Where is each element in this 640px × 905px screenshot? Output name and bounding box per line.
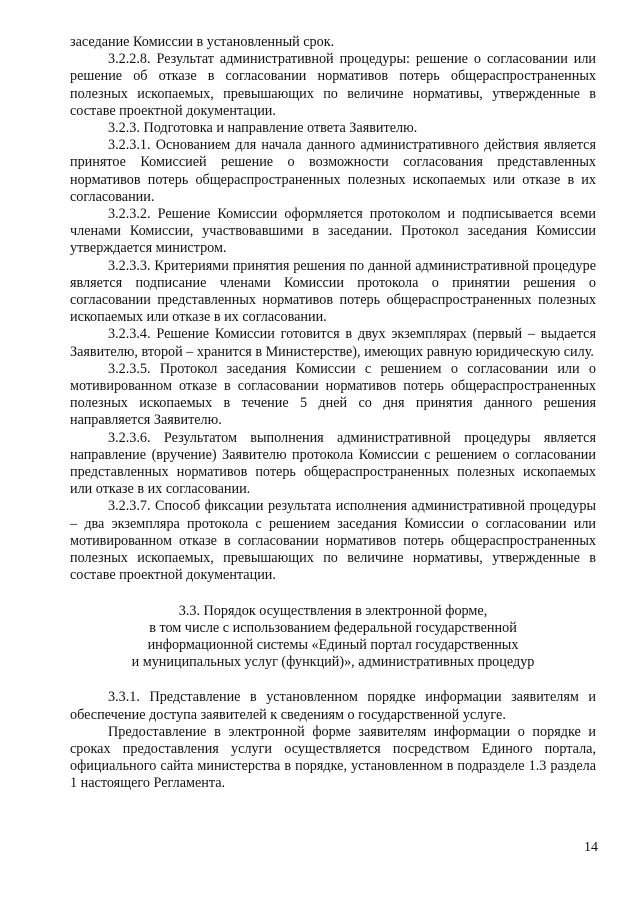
paragraph-continuation: заседание Комиссии в установленный срок. xyxy=(70,34,335,50)
paragraph-3-2-3-1: 3.2.3.1. Основанием для начала данного административного действия является принятое Комиссией решение о возможности согласования представленных нормативов потерь общераспространенных полезных ископаемых или отказе в их согласовании. xyxy=(70,137,596,205)
heading-line: 3.3. Порядок осуществления в электронной форме, xyxy=(178,602,488,619)
paragraph-3-2-3-2: 3.2.3.2. Решение Комиссии оформляется протоколом и подписывается всеми членами Комиссии, участвовавшими в заседании. Протокол заседания Комиссии утверждается министром. xyxy=(70,206,596,257)
paragraph-3-2-3-5: 3.2.3.5. Протокол заседания Комиссии с решением о согласовании или о мотивированном отказе в согласовании нормативов потерь общераспространенных полезных ископаемых в течение 5 дней со дня принятия данного решения направляется Заявителю. xyxy=(70,360,596,429)
paragraph-3-2-2-8: 3.2.2.8. Результат административной процедуры: решение о согласовании или решение об отказе в согласовании нормативов потерь общераспространенных полезных ископаемых, превышающих по величине нормативы, утвержденные в составе проектной документации. xyxy=(70,51,596,119)
heading-line: информационной системы «Единый портал государственных xyxy=(147,636,519,653)
paragraph-3-3-1: 3.3.1. Представление в установленном порядке информации заявителям и обеспечение доступа заявителей к сведениям о государственной услуге. xyxy=(70,689,596,723)
heading-line: в том числе с использованием федеральной государственной xyxy=(149,619,517,636)
paragraph-3-2-3-3: 3.2.3.3. Критериями принятия решения по данной административной процедуре является подписание членами Комиссии протокола о принятии решения о согласовании представленных нормативов потерь общераспространенных полезных ископаемых или отказе в их согласовании. xyxy=(70,257,596,326)
section-heading-3-3 xyxy=(70,603,596,672)
page-number: 14 xyxy=(584,840,598,855)
paragraph-3-2-3: 3.2.3. Подготовка и направление ответа Заявителю. xyxy=(108,120,418,137)
paragraph-3-2-3-7: 3.2.3.7. Способ фиксации результата исполнения административной процедуры – два экземпляра протокола с решением заседания Комиссии о согласовании или мотивированном отказе в согласовании нормативов потерь общераспространенных полезных ископаемых, превышающих по величине нормативы, утвержденные в составе проектной документации. xyxy=(70,498,596,584)
paragraph-3-2-3-6: 3.2.3.6. Результатом выполнения административной процедуры является направление (вручение) Заявителю протокола Комиссии с решением о согласовании представленных нормативов потерь общераспространенных полезных ископаемых или отказе в их согласовании. xyxy=(70,429,596,498)
paragraph-3-2-3-4: 3.2.3.4. Решение Комиссии готовится в двух экземплярах (первый – выдается Заявителю, второй – хранится в Министерстве), имеющих равную юридическую силу. xyxy=(70,326,596,360)
paragraph-electronic-info: Предоставление в электронной форме заявителям информации о порядке и сроках предоставления услуги осуществляется посредством Единого портала, официального сайта министерства в порядке, установленном в подразделе 1.3 раздела 1 настоящего Регламента. xyxy=(70,723,596,792)
heading-line: и муниципальных услуг (функций)», административных процедур xyxy=(131,654,535,671)
document-body xyxy=(70,34,596,793)
